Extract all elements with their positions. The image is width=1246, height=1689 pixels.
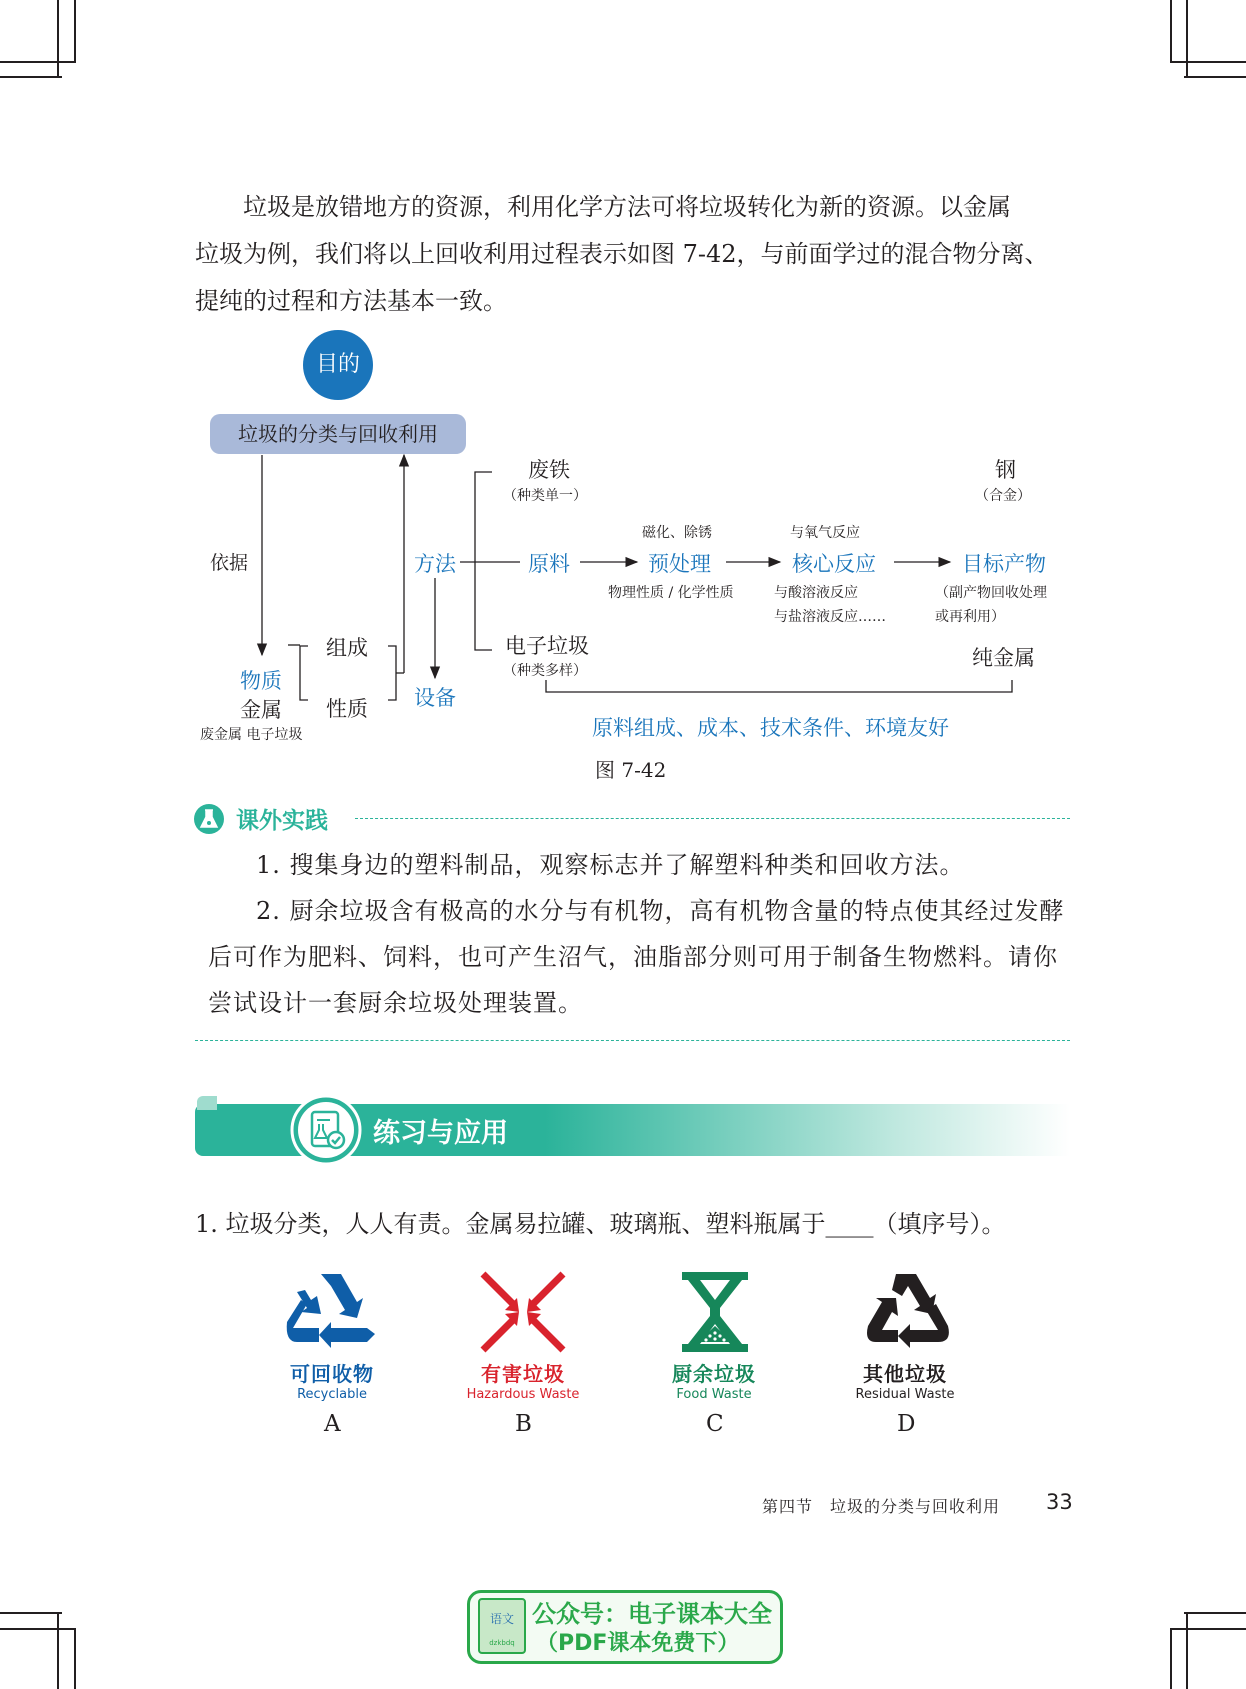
core-bottom-note-1: 与酸溶液反应 bbox=[774, 585, 858, 601]
crop-mark-tr-v2 bbox=[1186, 0, 1188, 76]
equipment-label: 设备 bbox=[414, 686, 456, 710]
crop-mark-br-h2 bbox=[1170, 1628, 1246, 1630]
option-d: D bbox=[897, 1411, 916, 1437]
target-label: 目标产物 bbox=[962, 552, 1046, 576]
hazardous-arrows-icon bbox=[477, 1270, 569, 1354]
bin-recyclable-cn: 可回收物 bbox=[290, 1362, 374, 1386]
crop-mark-br-h bbox=[1184, 1612, 1246, 1614]
watermark-badge-sub: dzkbdq bbox=[489, 1639, 515, 1647]
pretreat-bottom-note: 物理性质 / 化学性质 bbox=[608, 585, 734, 601]
core-label: 核心反应 bbox=[792, 552, 876, 576]
footer-section: 第四节 垃圾的分类与回收利用 bbox=[762, 1497, 1001, 1516]
recycle-icon bbox=[283, 1270, 379, 1350]
residual-icon bbox=[864, 1270, 950, 1350]
bin-hazardous-en: Hazardous Waste bbox=[466, 1387, 580, 1402]
intro-line-2: 垃圾为例，我们将以上回收利用过程表示如图 7-42，与前面学过的混合物分离、 bbox=[195, 240, 1049, 268]
option-c: C bbox=[706, 1411, 724, 1437]
crop-mark-tr-v bbox=[1170, 0, 1172, 62]
crop-mark-bl-v2 bbox=[57, 1612, 59, 1689]
exercise-banner-title: 练习与应用 bbox=[373, 1118, 508, 1149]
banner-tab bbox=[197, 1096, 217, 1110]
steel-note: （合金） bbox=[975, 488, 1031, 504]
bin-food-cn: 厨余垃圾 bbox=[672, 1362, 756, 1386]
basis-label: 依据 bbox=[210, 552, 249, 574]
crop-mark-tl-v bbox=[74, 0, 76, 62]
watermark-badge: 语文 bbox=[489, 1612, 514, 1626]
scrap-iron-note: （种类单一） bbox=[503, 488, 587, 504]
metal-note: 废金属 电子垃圾 bbox=[200, 727, 303, 743]
activity-title: 课外实践 bbox=[236, 808, 328, 834]
intro-line-3: 提纯的过程和方法基本一致。 bbox=[195, 287, 507, 315]
question-1: 1. 垃圾分类，人人有责。金属易拉罐、玻璃瓶、塑料瓶属于____（填序号）。 bbox=[195, 1210, 1006, 1238]
crop-mark-tl-h bbox=[0, 76, 62, 78]
bin-recyclable bbox=[242, 1358, 422, 1402]
metal-label: 金属 bbox=[240, 698, 282, 722]
bin-residual-en: Residual Waste bbox=[855, 1387, 955, 1402]
goal-box: 垃圾的分类与回收利用 bbox=[210, 414, 466, 454]
factors-label: 原料组成、成本、技术条件、环境友好 bbox=[592, 716, 949, 740]
bin-food-en: Food Waste bbox=[676, 1387, 752, 1402]
page-number: 33 bbox=[1046, 1490, 1073, 1514]
raw-bracket bbox=[475, 472, 492, 650]
activity-item-1: 1. 搜集身边的塑料制品，观察标志并了解塑料种类和回收方法。 bbox=[256, 851, 965, 879]
property-label: 性质 bbox=[326, 697, 368, 721]
crop-mark-bl-h2 bbox=[0, 1628, 76, 1630]
factors-bracket bbox=[546, 680, 1012, 692]
bin-food bbox=[624, 1358, 804, 1402]
pure-metal-label: 纯金属 bbox=[972, 646, 1035, 670]
crop-mark-bl-v bbox=[74, 1628, 76, 1689]
core-top-note: 与氧气反应 bbox=[790, 525, 860, 541]
purpose-circle: 目的 bbox=[303, 330, 373, 400]
activity-top-divider bbox=[355, 818, 1070, 819]
option-b: B bbox=[515, 1411, 532, 1437]
ewaste-note: （种类多样） bbox=[503, 663, 587, 679]
pretreat-top-note: 磁化、除锈 bbox=[642, 525, 712, 541]
bin-residual-cn: 其他垃圾 bbox=[863, 1362, 947, 1386]
steel-label: 钢 bbox=[995, 458, 1016, 482]
activity-item-2-line-2: 后可作为肥料、饲料，也可产生沼气，油脂部分则可用于制备生物燃料。请你 bbox=[208, 943, 1058, 971]
method-label: 方法 bbox=[414, 552, 456, 576]
crop-mark-tr-h2 bbox=[1170, 61, 1246, 63]
bin-recyclable-en: Recyclable bbox=[297, 1387, 367, 1402]
crop-mark-tl-h2 bbox=[0, 61, 76, 63]
watermark-line-1: 公众号：电子课本大全 bbox=[532, 1600, 772, 1628]
pretreat-label: 预处理 bbox=[648, 552, 711, 576]
crop-mark-bl-h bbox=[0, 1612, 62, 1614]
crop-mark-br-v2 bbox=[1186, 1612, 1188, 1689]
crop-mark-tr-h bbox=[1184, 76, 1246, 78]
target-note-2: 或再利用） bbox=[935, 609, 1005, 625]
substance-label: 物质 bbox=[240, 669, 282, 693]
substance-bracket bbox=[300, 646, 308, 700]
watermark-line-2: （PDF课本免费下） bbox=[536, 1631, 740, 1656]
flask-icon bbox=[192, 802, 226, 836]
crop-mark-br-v bbox=[1170, 1628, 1172, 1689]
scrap-iron-label: 废铁 bbox=[528, 458, 570, 482]
core-bottom-note-2: 与盐溶液反应…… bbox=[774, 609, 886, 625]
activity-bottom-divider bbox=[195, 1040, 1070, 1041]
activity-item-2-line-3: 尝试设计一套厨余垃圾处理装置。 bbox=[208, 989, 583, 1017]
watermark-book-icon bbox=[478, 1598, 526, 1654]
figure-caption: 图 7-42 bbox=[595, 758, 667, 782]
bin-residual bbox=[815, 1358, 995, 1402]
bin-hazardous-cn: 有害垃圾 bbox=[481, 1362, 565, 1386]
ewaste-label: 电子垃圾 bbox=[505, 634, 589, 658]
option-a: A bbox=[324, 1411, 341, 1437]
food-hourglass-icon bbox=[680, 1270, 750, 1354]
diagram-lines bbox=[0, 330, 1246, 770]
exercise-document-icon bbox=[290, 1094, 362, 1166]
composition-label: 组成 bbox=[326, 636, 368, 660]
intro-line-1: 垃圾是放错地方的资源，利用化学方法可将垃圾转化为新的资源。以金属 bbox=[243, 193, 1011, 221]
crop-mark-tl-v2 bbox=[57, 0, 59, 76]
raw-label: 原料 bbox=[528, 552, 570, 576]
target-note-1: （副产物回收处理 bbox=[935, 585, 1047, 601]
bin-hazardous bbox=[433, 1358, 613, 1402]
activity-item-2-line-1: 2. 厨余垃圾含有极高的水分与有机物，高有机物含量的特点使其经过发酵 bbox=[256, 897, 1065, 925]
